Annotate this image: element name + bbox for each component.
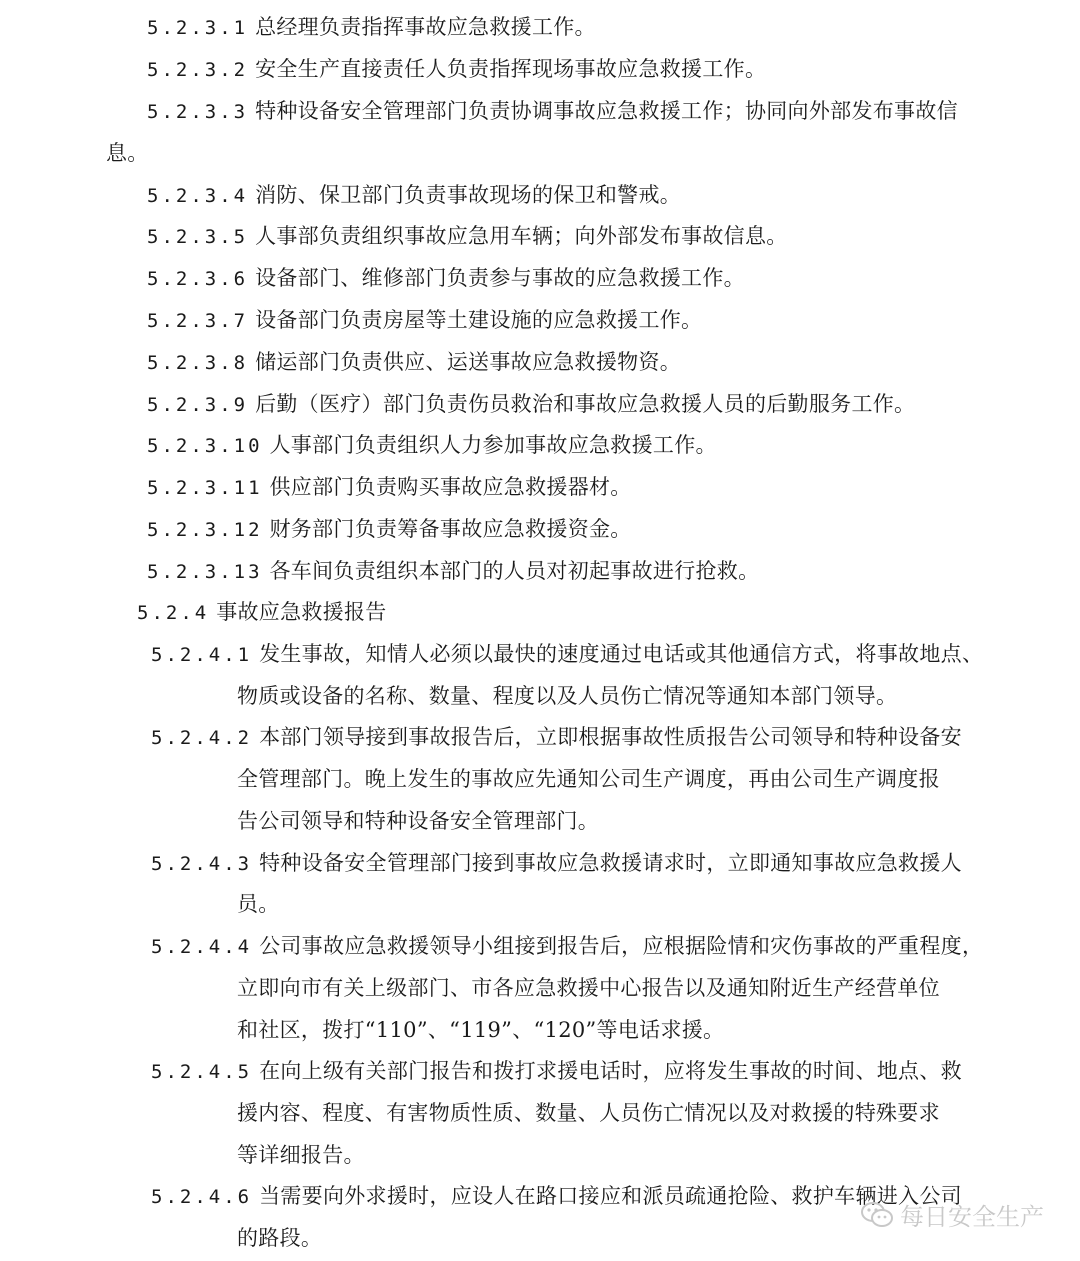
item-5-2-4-5: [151, 1056, 962, 1087]
item-number: 5.2.3.8: [147, 352, 249, 374]
item-5-2-3-3-continuation: [106, 138, 149, 168]
item-text: 发生事故，知情人必须以最快的速度通过电话或其他通信方式，将事故地点、: [259, 642, 984, 666]
item-number: 5.2.3.12: [147, 519, 263, 541]
section-title: 事故应急救援报告: [216, 600, 387, 624]
item-text-continuation: 立即向市有关上级部门、市各应急救援中心报告以及通知附近生产经营单位: [237, 976, 940, 1000]
item-text: 在向上级有关部门报告和拨打求援电话时，应将发生事故的时间、地点、救: [259, 1059, 962, 1083]
item-number: 5.2.3.5: [147, 226, 249, 248]
item-5-2-3-3: [147, 96, 958, 127]
item-5-2-4-3: [151, 848, 962, 879]
item-text: 安全生产直接责任人负责指挥现场事故应急救援工作。: [255, 57, 767, 81]
item-5-2-4-5-line3: [237, 1140, 365, 1170]
item-number: 5.2.3.7: [147, 310, 249, 332]
item-text-continuation: 息。: [106, 141, 149, 165]
item-5-2-3-2: [147, 54, 766, 85]
item-5-2-4-4-line2: [237, 973, 940, 1003]
watermark: [860, 1197, 1044, 1232]
item-text: 供应部门负责购买事故应急救援器材。: [269, 475, 632, 499]
item-5-2-3-8: [147, 347, 681, 378]
item-5-2-4-2-line3: [237, 806, 599, 836]
item-number: 5.2.4.2: [151, 727, 253, 749]
item-text: 特种设备安全管理部门接到事故应急救援请求时，立即通知事故应急救援人: [259, 851, 962, 875]
item-text: 本部门领导接到事故报告后，立即根据事故性质报告公司领导和特种设备安: [259, 725, 962, 749]
item-5-2-4-1-line2: [237, 681, 897, 711]
item-5-2-3-10: [147, 430, 717, 461]
item-5-2-3-1: [147, 12, 596, 43]
item-number: 5.2.3.11: [147, 477, 263, 499]
item-5-2-4-6: [151, 1181, 962, 1212]
item-text-continuation: 和社区，拨打“110”、“119”、“120”等电话求援。: [237, 1018, 725, 1042]
section-heading-5-2-4: [137, 597, 387, 628]
item-text-continuation: 等详细报告。: [237, 1143, 365, 1167]
item-5-2-3-9: [147, 389, 915, 420]
item-number: 5.2.4.6: [151, 1186, 253, 1208]
item-text: 公司事故应急救援领导小组接到报告后，应根据险情和灾伤事故的严重程度，: [259, 934, 984, 958]
item-5-2-4-4-line3: [237, 1015, 724, 1045]
item-5-2-3-5: [147, 221, 788, 252]
item-5-2-4-4: [151, 931, 983, 962]
item-text: 财务部门负责筹备事故应急救援资金。: [269, 517, 632, 541]
item-5-2-3-13: [147, 556, 759, 587]
watermark-text: 每日安全生产: [900, 1203, 1044, 1231]
item-number: 5.2.4.3: [151, 853, 253, 875]
item-text-continuation: 员。: [237, 892, 280, 916]
item-text: 后勤（医疗）部门负责伤员救治和事故应急救援人员的后勤服务工作。: [255, 392, 916, 416]
item-number: 5.2.3.9: [147, 394, 249, 416]
item-text: 人事部负责组织事故应急用车辆；向外部发布事故信息。: [255, 224, 788, 248]
section-number: 5.2.4: [137, 602, 210, 624]
item-number: 5.2.3.4: [147, 185, 249, 207]
item-5-2-3-7: [147, 305, 702, 336]
item-text-continuation: 物质或设备的名称、数量、程度以及人员伤亡情况等通知本部门领导。: [237, 684, 898, 708]
wechat-icon: [860, 1201, 894, 1229]
item-text: 设备部门负责房屋等土建设施的应急救援工作。: [255, 308, 703, 332]
item-text: 特种设备安全管理部门负责协调事故应急救援工作；协同向外部发布事故信: [255, 99, 958, 123]
item-5-2-4-1: [151, 639, 983, 670]
item-text: 储运部门负责供应、运送事故应急救援物资。: [255, 350, 682, 374]
item-5-2-3-11: [147, 472, 632, 503]
item-5-2-3-4: [147, 180, 681, 211]
item-number: 5.2.3.2: [147, 59, 249, 81]
item-text: 消防、保卫部门负责事故现场的保卫和警戒。: [255, 183, 682, 207]
item-number: 5.2.3.13: [147, 561, 263, 583]
item-5-2-3-6: [147, 263, 745, 294]
item-number: 5.2.3.6: [147, 268, 249, 290]
item-text-continuation: 告公司领导和特种设备安全管理部门。: [237, 809, 600, 833]
item-text: 各车间负责组织本部门的人员对初起事故进行抢救。: [269, 559, 760, 583]
item-5-2-4-6-line2: [237, 1223, 322, 1253]
item-5-2-4-2-line2: [237, 764, 940, 794]
item-text: 设备部门、维修部门负责参与事故的应急救援工作。: [255, 266, 745, 290]
item-text: 人事部门负责组织人力参加事故应急救援工作。: [269, 433, 717, 457]
item-5-2-4-3-line2: [237, 889, 280, 919]
item-number: 5.2.4.5: [151, 1061, 253, 1083]
item-5-2-3-12: [147, 514, 632, 545]
item-text-continuation: 全管理部门。晚上发生的事故应先通知公司生产调度，再由公司生产调度报: [237, 767, 940, 791]
item-number: 5.2.3.3: [147, 101, 249, 123]
item-number: 5.2.4.1: [151, 644, 253, 666]
item-5-2-4-2: [151, 722, 962, 753]
item-text-continuation: 援内容、程度、有害物质性质、数量、人员伤亡情况以及对救援的特殊要求: [237, 1101, 940, 1125]
item-text: 当需要向外求援时，应设人在路口接应和派员疏通抢险、救护车辆进入公司: [259, 1184, 962, 1208]
item-5-2-4-5-line2: [237, 1098, 940, 1128]
item-number: 5.2.3.10: [147, 435, 263, 457]
item-text: 总经理负责指挥事故应急救援工作。: [255, 15, 596, 39]
item-text-continuation: 的路段。: [237, 1226, 323, 1250]
item-number: 5.2.3.1: [147, 17, 249, 39]
item-number: 5.2.4.4: [151, 936, 253, 958]
